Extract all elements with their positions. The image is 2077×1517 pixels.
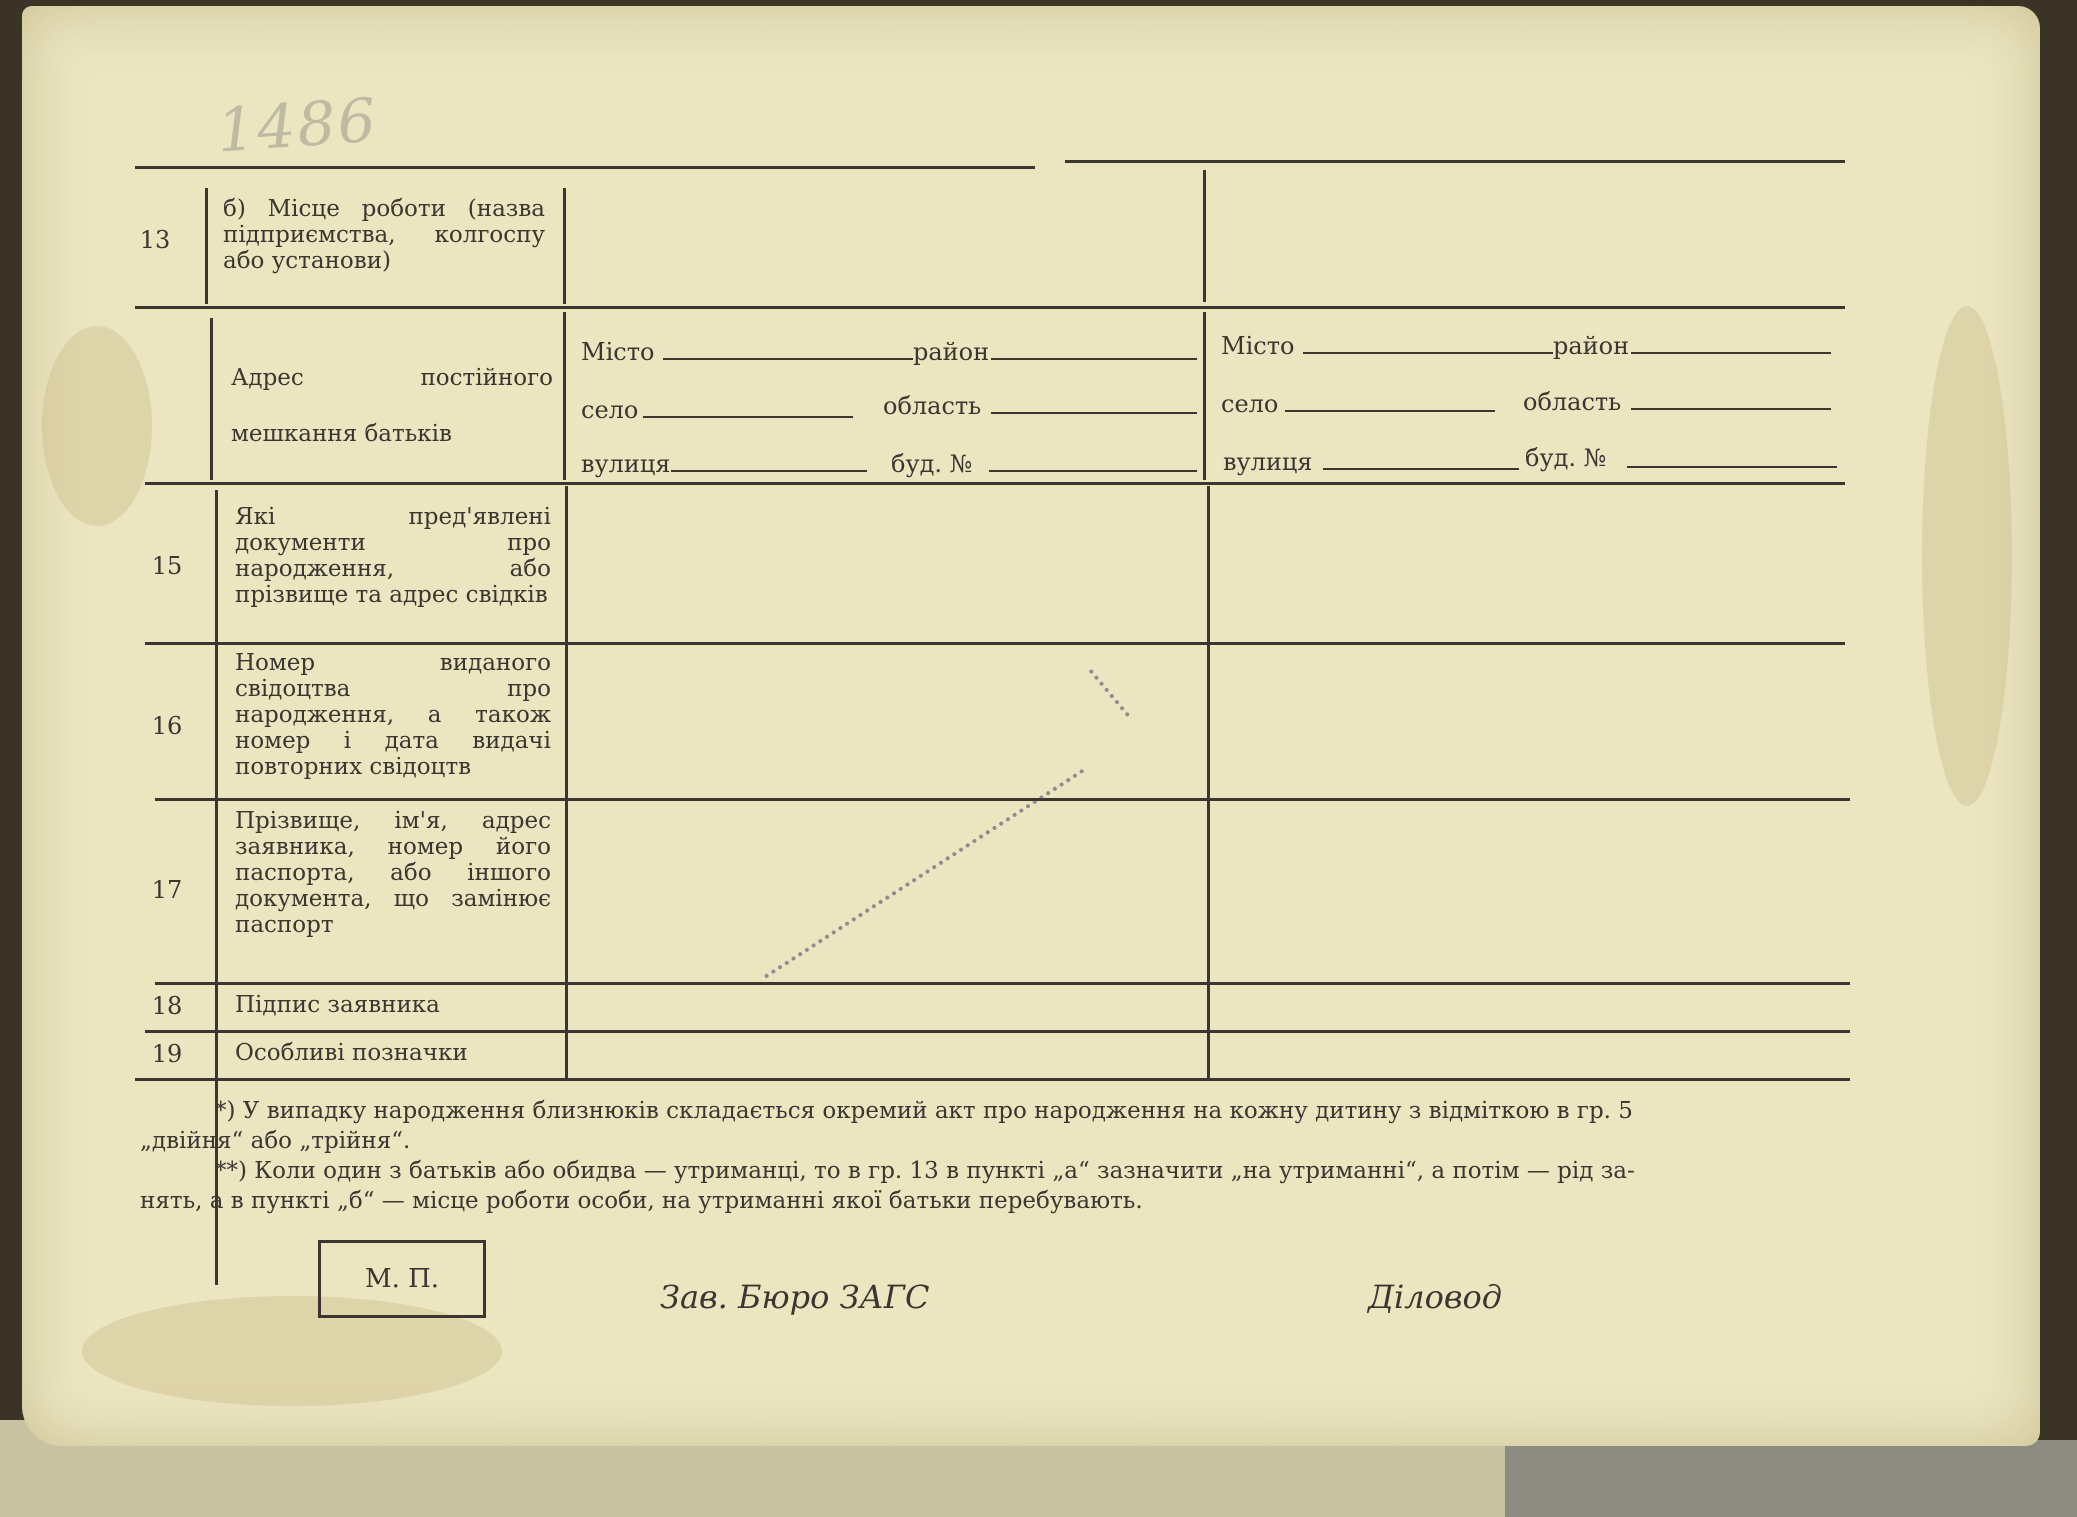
- address-village-label: село: [581, 396, 639, 424]
- address-village-blank: [1285, 410, 1495, 412]
- address-building-label: буд. №: [1525, 444, 1607, 472]
- address-city-label: Місто: [1221, 332, 1295, 360]
- col-divider-parents: [1203, 170, 1206, 302]
- rule-row: [155, 798, 1850, 801]
- address-street-label: вулиця: [581, 450, 671, 478]
- col-divider-label: [563, 312, 566, 480]
- address-district-label: район: [1553, 332, 1630, 360]
- address-city-label: Місто: [581, 338, 655, 366]
- col-divider-label: [565, 486, 568, 1078]
- rule-top-right: [1065, 160, 1845, 163]
- address-region-label: область: [883, 392, 982, 420]
- row-number: 18: [151, 992, 183, 1020]
- row-number: 19: [151, 1040, 183, 1068]
- stamp-place-box: [318, 1240, 486, 1318]
- rule-row: [145, 482, 1845, 485]
- address-village-label: село: [1221, 390, 1279, 418]
- rule-row: [145, 642, 1845, 645]
- footnote-twins-line2: „двійня“ або „трійня“.: [140, 1128, 411, 1154]
- row-number: 17: [151, 876, 183, 904]
- address-district-blank: [991, 358, 1197, 360]
- address-region-label: область: [1523, 388, 1622, 416]
- address-city-blank: [663, 358, 913, 360]
- address-street-blank: [1323, 468, 1519, 470]
- row-label-address: Адрес постійного мешкання батьків: [231, 365, 553, 447]
- address-region-blank: [1631, 408, 1831, 410]
- row-label-notes: Особливі позначки: [235, 1040, 468, 1066]
- address-street-blank: [671, 470, 867, 472]
- address-building-label: буд. №: [891, 450, 973, 478]
- col-divider-label: [563, 188, 566, 304]
- row-label-documents: Які пред'явлені документи про народження, або прізвище та адрес свідків: [235, 504, 551, 608]
- stain: [1922, 306, 2012, 806]
- signature-head-registry: Зав. Бюро ЗАГС: [660, 1278, 930, 1316]
- background-surface: [1505, 1440, 2077, 1517]
- footnote-dependents-line1: **) Коли один з батьків або обидва — утриманці, то в гр. 13 в пункті „а“ зазначити „на утриманні“, а потім — рід за-: [215, 1158, 1635, 1184]
- address-district-label: район: [913, 338, 990, 366]
- rule-bottom: [135, 1078, 1850, 1081]
- address-region-blank: [991, 412, 1197, 414]
- col-divider-parents: [1203, 312, 1206, 480]
- rule-top-left: [135, 166, 1035, 169]
- rule-row: [155, 982, 1850, 985]
- row-label-workplace: б) Місце роботи (назва підприємства, колгоспу або установи): [223, 196, 545, 274]
- row-number: 13: [139, 226, 171, 254]
- address-district-blank: [1631, 352, 1831, 354]
- address-city-blank: [1303, 352, 1553, 354]
- record-form-table: [135, 160, 1845, 1080]
- row-number: 16: [151, 712, 183, 740]
- footnote-dependents-line2: нять, а в пункті „б“ — місце роботи особи, на утриманні якої батьки перебувають.: [140, 1188, 1143, 1214]
- address-building-blank: [1627, 466, 1837, 468]
- footnote-twins-line1: *) У випадку народження близнюків складається окремий акт про народження на кожну дитину з відміткою в гр. 5: [215, 1098, 1633, 1124]
- row-label-applicant: Прізвище, ім'я, адрес заявника, номер його паспорта, або іншого документа, що замінює паспорт: [235, 808, 551, 938]
- address-village-blank: [643, 416, 853, 418]
- pencil-archive-number: 1486: [214, 85, 380, 167]
- col-divider-number: [205, 188, 208, 304]
- rule-row: [135, 306, 1845, 309]
- signature-clerk: Діловод: [1368, 1278, 1503, 1316]
- rule-row: [145, 1030, 1850, 1033]
- row-label-signature: Підпис заявника: [235, 992, 440, 1018]
- col-divider-parents: [1207, 486, 1210, 1078]
- address-street-label: вулиця: [1223, 448, 1313, 476]
- col-divider-number: [210, 318, 213, 480]
- row-number: 15: [151, 552, 183, 580]
- stamp-place-label: М. П.: [364, 1264, 440, 1294]
- row-label-certificate: Номер виданого свідоцтва про народження, а також номер і дата видачі повторних свідоцтв: [235, 650, 551, 780]
- address-building-blank: [989, 470, 1197, 472]
